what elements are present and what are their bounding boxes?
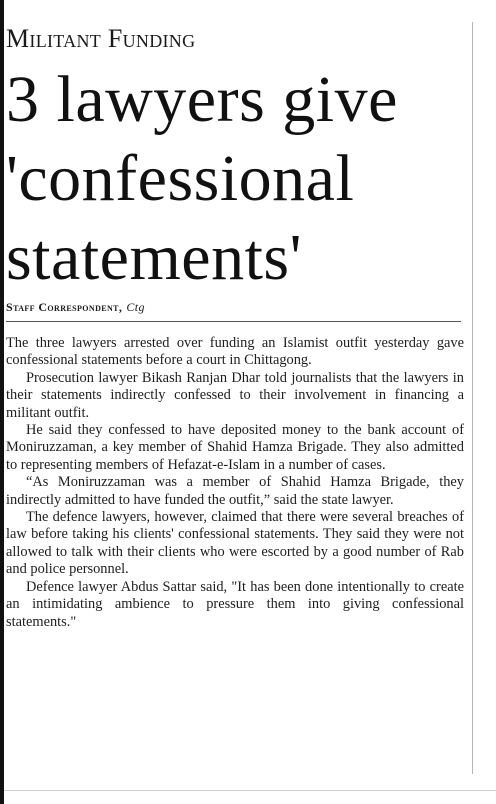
page-left-edge	[0, 0, 4, 804]
column-rule	[472, 22, 473, 774]
article-paragraph: The three lawyers arrested over funding an Islamist outfit yesterday gave confessional statements before a court in Chittagong.	[6, 335, 464, 369]
article-paragraph: The defence lawyers, however, claimed that there were several breaches of law before taking his clients' confessional statements. They said they were not allowed to talk with their clients who were escorted by a good number of Rab and police personnel.	[6, 509, 464, 578]
article-byline	[6, 299, 461, 322]
byline-place: Ctg	[126, 300, 145, 314]
article-kicker: Militant Funding	[6, 24, 196, 53]
byline-author: Staff Correspondent,	[6, 300, 123, 314]
article-paragraph: Prosecution lawyer Bikash Ranjan Dhar told journalists that the lawyers in their statements indirectly confessed to their involvement in financing a militant outfit.	[6, 369, 464, 421]
news-article	[6, 0, 466, 631]
article-body	[6, 335, 464, 631]
article-paragraph: Defence lawyer Abdus Sattar said, "It has been done intentionally to create an intimidating ambience to pressure them into giving confessional statements."	[6, 578, 464, 630]
bottom-rule	[4, 790, 496, 791]
article-paragraph: He said they confessed to have deposited money to the bank account of Moniruzzaman, a key member of Shahid Hamza Brigade. They also admitted to representing members of Hefazat-e-Islam in a number of cases.	[6, 422, 464, 473]
article-paragraph: “As Moniruzzaman was a member of Shahid Hamza Brigade, they indirectly admitted to have funded the outfit,” said the state lawyer.	[6, 474, 464, 508]
article-headline: 3 lawyers give 'confessional statements'	[6, 63, 398, 294]
